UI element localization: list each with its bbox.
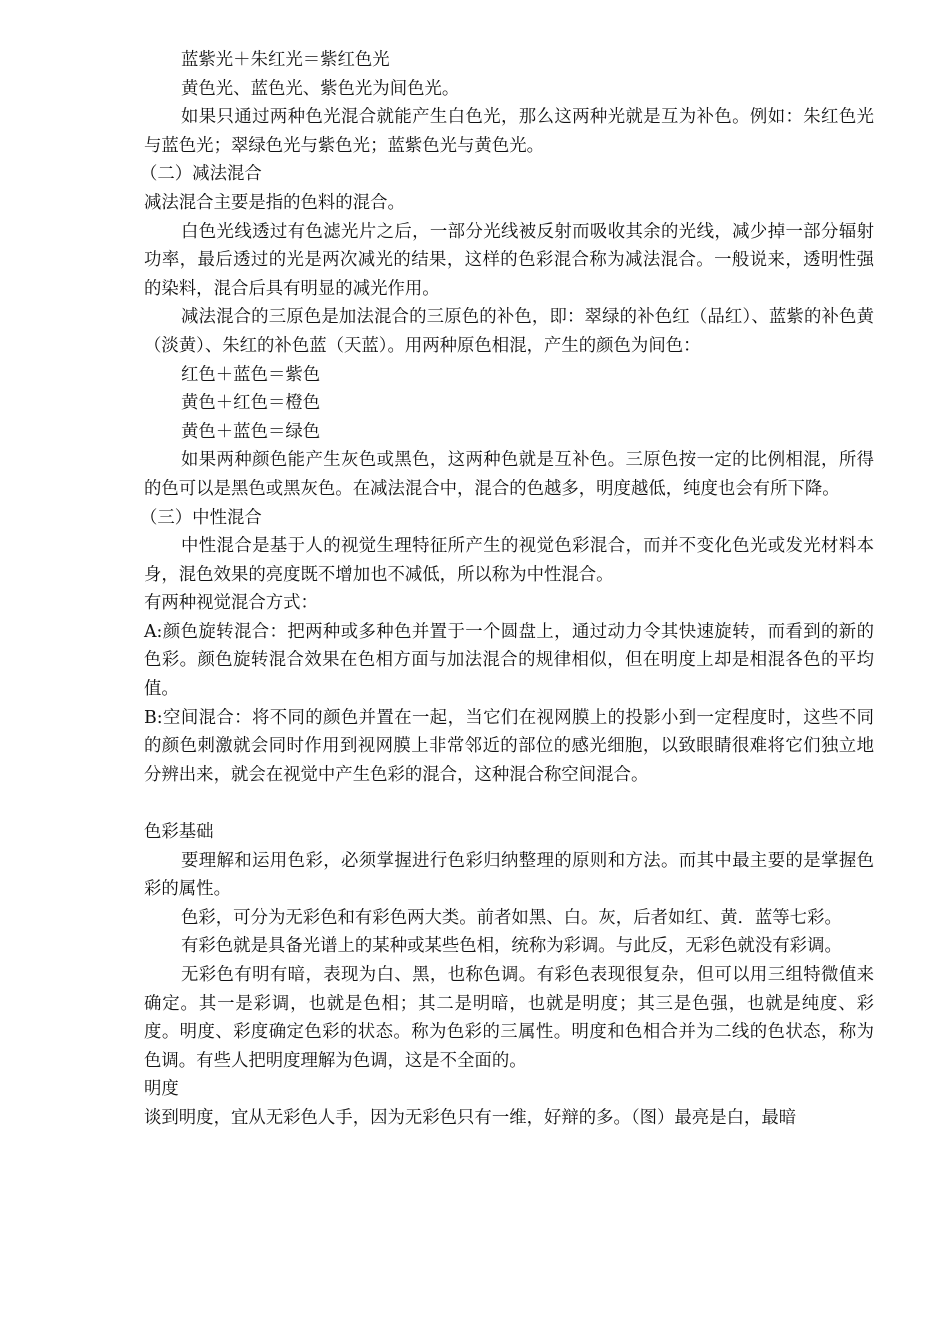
body-paragraph: 如果两种颜色能产生灰色或黑色，这两种色就是互补色。三原色按一定的比例相混，所得的色可以是黑色或黑灰色。在减法混合中，混合的色越多，明度越低，纯度也会有所下降。 bbox=[144, 450, 874, 499]
body-paragraph: 中性混合是基于人的视觉生理特征所产生的视觉色彩混合，而并不变化色光或发光材料本身，混色效果的亮度既不增加也不减低，所以称为中性混合。 bbox=[144, 536, 874, 585]
list-item-b: B:空间混合：将不同的颜色并置在一起，当它们在视网膜上的投影小到一定程度时，这些不同的颜色刺激就会同时作用到视网膜上非常邻近的部位的感光细胞，以致眼睛很难将它们独立地分辨出来，就会在视觉中产生色彩的混合，这种混合称空间混合。 bbox=[144, 707, 874, 785]
body-paragraph: 无彩色有明有暗，表现为白、黑，也称色调。有彩色表现很复杂，但可以用三组特微值来确定。其一是彩调，也就是色相；其二是明暗，也就是明度；其三是色强，也就是纯度、彩度。明度、彩度确定色彩的状态。称为色彩的三属性。明度和色相合并为二线的色状态，称为色调。有些人把明度理解为色调，这是不全面的。 bbox=[144, 965, 874, 1071]
body-paragraph: 减法混合主要是指的色料的混合。 bbox=[144, 192, 405, 213]
formula-line: 黄色＋红色＝橙色 bbox=[181, 393, 321, 414]
formula-line: 蓝紫光＋朱红光＝紫红色光 bbox=[181, 50, 390, 70]
body-paragraph: 谈到明度，宜从无彩色人手，因为无彩色只有一维，好辩的多。（图）最亮是白，最暗 bbox=[144, 1107, 797, 1128]
body-paragraph: 有彩色就是具备光谱上的某种或某些色相，统称为彩调。与此反，无彩色就没有彩调。 bbox=[181, 936, 842, 957]
body-paragraph: 色彩，可分为无彩色和有彩色两大类。前者如黑、白。灰，后者如红、黄．蓝等七彩。 bbox=[181, 907, 842, 928]
blank-line bbox=[144, 789, 874, 818]
body-paragraph: 白色光线透过有色滤光片之后，一部分光线被反射而吸收其余的光线，减少掉一部分辐射功率，最后透过的光是两次减光的结果，这样的色彩混合称为减法混合。一般说来，透明性强的染料，混合后具有明显的减光作用。 bbox=[144, 221, 874, 299]
body-paragraph: 要理解和运用色彩，必须掌握进行色彩归纳整理的原则和方法。而其中最主要的是掌握色彩的属性。 bbox=[144, 850, 874, 900]
section-heading: 色彩基础 bbox=[144, 822, 214, 843]
body-paragraph: 减法混合的三原色是加法混合的三原色的补色，即：翠绿的补色红（品红）、蓝紫的补色黄（淡黄）、朱红的补色蓝（天蓝）。用两种原色相混，产生的颜色为间色： bbox=[144, 307, 874, 356]
section-heading: 明度 bbox=[144, 1079, 179, 1100]
formula-line: 黄色＋蓝色＝绿色 bbox=[181, 421, 321, 442]
body-paragraph: 黄色光、蓝色光、紫色光为间色光。 bbox=[181, 78, 460, 99]
formula-line: 红色＋蓝色＝紫色 bbox=[181, 364, 321, 385]
section-heading: （三）中性混合 bbox=[140, 507, 262, 528]
body-paragraph: 如果只通过两种色光混合就能产生白色光，那么这两种光就是互为补色。例如：朱红色光与蓝色光；翠绿色光与紫色光；蓝紫色光与黄色光。 bbox=[144, 107, 874, 156]
body-paragraph: 有两种视觉混合方式： bbox=[144, 593, 318, 614]
list-item-a: A:颜色旋转混合：把两种或多种色并置于一个圆盘上，通过动力令其快速旋转，而看到的新的色彩。颜色旋转混合效果在色相方面与加法混合的规律相似，但在明度上却是相混各色的平均值。 bbox=[144, 621, 874, 700]
document-page bbox=[140, 46, 874, 1133]
section-heading: （二）减法混合 bbox=[140, 164, 262, 185]
